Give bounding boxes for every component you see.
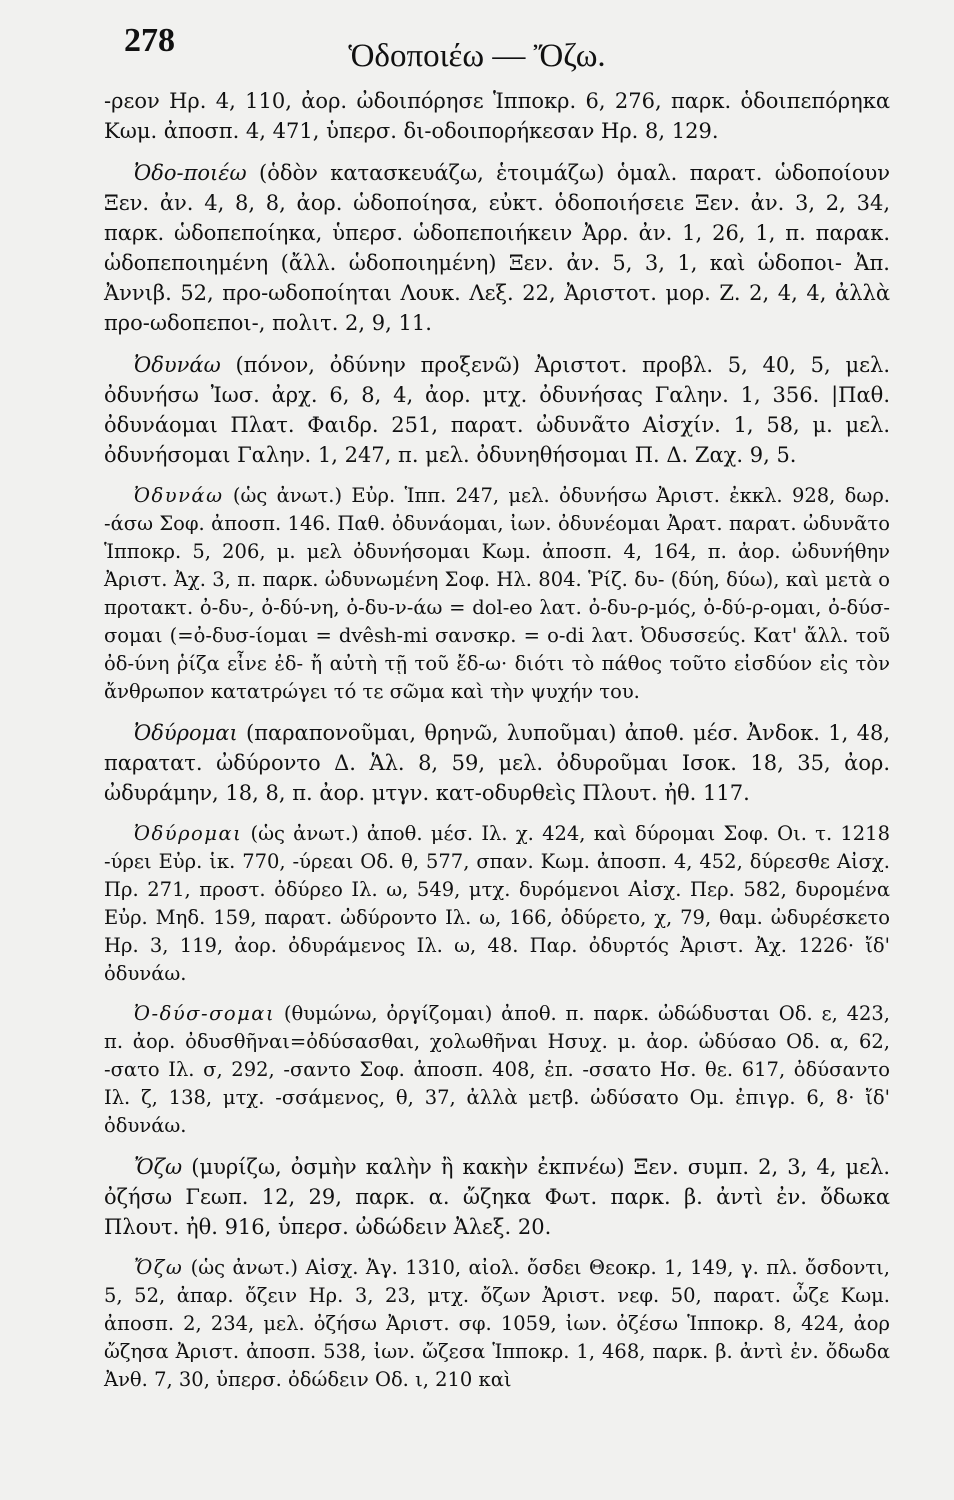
entry-odyromai — [104, 718, 890, 808]
entry-text: (ὡς ἀνωτ.) Αἰσχ. Ἀγ. 1310, αἰολ. ὄσδει Θεοκρ. 1, 149, γ. πλ. ὄσδοντι, 5, 52, ἀπαρ. ὄζειν Ηρ. 3, 23, μτχ. ὄζων Ἀριστ. νεφ. 50, παρατ. ὦζε Κωμ. ἀποσπ. 2, 234, μελ. ὀζήσω Ἀριστ. σφ. 1059, ἰων. ὀζέσω Ἱπποκρ. 8, 424, ἀορ ὤζησα Ἀριστ. ἀποσπ. 538, ἰων. ὤζεσα Ἱπποκρ. 1, 468, παρκ. β. ἀντὶ ἐν. ὄδωδα Ἀνθ. 7, 30, ὑπερσ. ὀδώδειν Οδ. ι, 210 καὶ — [104, 1256, 890, 1391]
entry-text: (πόνον, ὀδύνην προξενῶ) Ἀριστοτ. προβλ. 5, 40, 5, μελ. ὀδυνήσω Ἰωσ. ἀρχ. 6, 8, 4, ἀορ. μτχ. ὀδυνήσας Γαλην. 1, 356. |Παθ. ὀδυνάομαι Πλατ. Φαιδρ. 251, παρατ. ὠδυνᾶτο Αἰσχίν. 1, 58, μ. μελ. ὀδυνήσομαι Γαλην. 1, 247, π. μελ. ὀδυνηθήσομαι Π. Δ. Ζαχ. 9, 5. — [104, 353, 890, 467]
entry-headword: Ὀδύρομαι — [134, 822, 243, 845]
entry-headword: Ὄζω — [134, 1155, 183, 1179]
entry-odopoieo — [104, 158, 890, 338]
entry-text: (ὡς ἀνωτ.) Εὐρ. Ἱππ. 247, μελ. ὀδυνήσω Ἀριστ. ἐκκλ. 928, δωρ. -άσω Σοφ. ἀποσπ. 146. Παθ. ὀδυνάομαι, ἰων. ὀδυνέομαι Ἀρατ. παρατ. ὠδυνᾶτο Ἱπποκρ. 5, 206, μ. μελ ὀδυνήσομαι Κωμ. ἀποσπ. 4, 164, π. ἀορ. ὠδυνήθην Ἀριστ. Ἀχ. 3, π. παρκ. ὠδυνωμένη Σοφ. Ηλ. 804. Ῥίζ. δυ- (δύη, δύω), καὶ μετὰ ο προτακτ. ὀ-δυ-, ὀ-δύ-νη, ὀ-δυ-ν-άω = dol-eo λατ. ὀ-δυ-ρ-μός, ὀ-δύ-ρ-ομαι, ὀ-δύσ-σομαι (=ὀ-δυσ-ίομαι = dvêsh-mi σανσκρ. = o-di λατ. Ὀδυσσεύς. Κατ' ἄλλ. τοῦ ὀδ-ύνη ῥίζα εἶνε ἐδ- ἤ αὐτὴ τῇ τοῦ ἔδ-ω· διότι τὸ πάθος τοῦτο εἰσδύον εἰς τὸν ἄνθρωπον κατατρώγει τό τε σῶμα καὶ τὴν ψυχήν του. — [104, 484, 890, 703]
page-header — [0, 18, 954, 78]
entry-headword: Ὀ-δύσ-σομαι — [134, 1002, 276, 1025]
entry-headword: Ὀδυνάω — [134, 484, 224, 507]
entry-text: (ὁδὸν κατασκευάζω, ἑτοιμάζω) ὁμαλ. παρατ. ὡδοποίουν Ξεν. ἀν. 4, 8, 8, ἀορ. ὡδοποίησα, εὐκτ. ὁδοποιήσειε Ξεν. ἀν. 3, 2, 34, παρκ. ὡδοπεποίηκα, ὑπερσ. ὡδοπεποιήκειν Ἀρρ. ἀν. 1, 26, 1, π. παρακ. ὡδοπεποιημένη (ἄλλ. ὡδοποιημένη) Ξεν. ἀν. 5, 3, 1, καὶ ὡδοποι- Ἀπ. Ἀννιβ. 52, προ-ωδοποίηται Λουκ. Λεξ. 22, Ἀριστοτ. μορ. Ζ. 2, 4, 4, ἀλλὰ προ-ωδοπεποι-, πολιτ. 2, 9, 11. — [104, 161, 890, 335]
entry-ozo — [104, 1152, 890, 1242]
entry-odyssomai — [104, 1000, 890, 1140]
entry-text: (θυμώνω, ὀργίζομαι) ἀποθ. π. παρκ. ὠδώδυσται Οδ. ε, 423, π. ἀορ. ὀδυσθῆναι=ὀδύσασθαι, χολωθῆναι Ησυχ. μ. ἀορ. ὠδύσαο Οδ. α, 62, -σατο Ιλ. σ, 292, -σαντο Σοφ. ἀποσπ. 408, ἐπ. -σσατο Ησ. θε. 617, ὀδύσαντο Ιλ. ζ, 138, μτχ. -σσάμενος, θ, 37, ἀλλὰ μετβ. ὠδύσατο Ομ. ἐπιγρ. 6, 8· ἴδ' ὀδυνάω. — [104, 1002, 890, 1137]
dictionary-body — [104, 86, 890, 1406]
entry-continuation — [104, 86, 890, 146]
entry-odynao — [104, 350, 890, 470]
entry-text: (παραπονοῦμαι, θρηνῶ, λυποῦμαι) ἀποθ. μέσ. Ἀνδοκ. 1, 48, παρατατ. ὠδύροντο Δ. Ἁλ. 8, 59, μελ. ὀδυροῦμαι Ισοκ. 18, 35, ἀορ. ὠδυράμην, 18, 8, π. ἀορ. μτγν. κατ-οδυρθεὶς Πλουτ. ἠθ. 117. — [104, 721, 890, 805]
running-title: Ὁδοποιέω — Ὄζω. — [348, 38, 606, 74]
entry-text: -ρεον Ηρ. 4, 110, ἀορ. ὠδοιπόρησε Ἱπποκρ. 6, 276, παρκ. ὁδοιπεπόρηκα Κωμ. ἀποσπ. 4, 471, ὑπερσ. δι-οδοιπορήκεσαν Ηρ. 8, 129. — [104, 89, 890, 143]
entry-odyromai-detail — [104, 820, 890, 988]
page-number: 278 — [124, 22, 175, 59]
entry-headword: Ὀδυνάω — [134, 353, 221, 377]
entry-text: (μυρίζω, ὀσμὴν καλὴν ἢ κακὴν ἐκπνέω) Ξεν. συμπ. 2, 3, 4, μελ. ὀζήσω Γεωπ. 12, 29, παρκ. α. ὤζηκα Φωτ. παρκ. β. ἀντὶ ἐν. ὄδωκα Πλουτ. ἠθ. 916, ὑπερσ. ὠδώδειν Ἀλεξ. 20. — [104, 1155, 890, 1239]
entry-headword: Ὀδύρομαι — [134, 721, 238, 745]
entry-text: (ὡς ἀνωτ.) ἀποθ. μέσ. Ιλ. χ. 424, καὶ δύρομαι Σοφ. Οι. τ. 1218 -ύρει Εὐρ. ἱκ. 770, -ύρεαι Οδ. θ, 577, σπαν. Κωμ. ἀποσπ. 4, 452, δύρεσθε Αἰσχ. Πρ. 271, προστ. ὀδύρεο Ιλ. ω, 549, μτχ. δυρόμενοι Αἰσχ. Περ. 582, δυρομένα Εὐρ. Μηδ. 159, παρατ. ὠδύροντο Ιλ. ω, 166, ὀδύρετο, χ, 79, θαμ. ὠδυρέσκετο Ηρ. 3, 119, ἀορ. ὀδυράμενος Ιλ. ω, 48. Παρ. ὀδυρτός Ἀριστ. Ἀχ. 1226· ἴδ' ὀδυνάω. — [104, 822, 890, 985]
entry-headword: Ὀδο-ποιέω — [134, 161, 247, 185]
entry-odynao-detail — [104, 482, 890, 706]
entry-ozo-detail — [104, 1254, 890, 1394]
entry-headword: Ὄζω — [134, 1256, 184, 1279]
